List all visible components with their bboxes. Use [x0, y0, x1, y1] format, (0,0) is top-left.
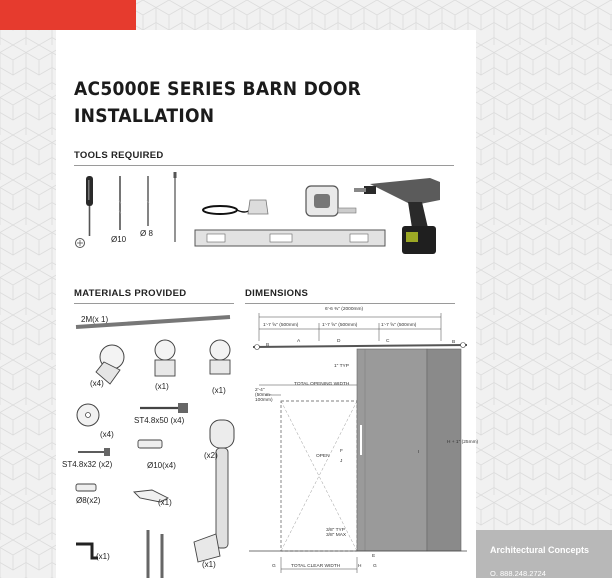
bit-icon	[174, 172, 177, 242]
height-label: H + 1" (25mm)	[447, 440, 479, 445]
label-h: H	[358, 564, 362, 569]
track-rail	[253, 343, 467, 350]
label-e: E	[372, 554, 376, 559]
hanger-qty: (x4)	[90, 379, 104, 388]
tape-measure-icon	[306, 186, 356, 216]
accent-bar	[0, 0, 136, 30]
tools-illustration	[70, 170, 460, 260]
spirit-level-icon	[195, 230, 385, 246]
total-clear-width-label: TOTAL CLEAR WIDTH	[291, 564, 341, 569]
top-gap-label: 1" TYP	[334, 364, 349, 369]
open-label: OPEN	[316, 454, 330, 459]
bracket-qty: (x1)	[202, 560, 216, 569]
side-gap-label: 2'-4" (50mm-100mm)	[255, 388, 273, 403]
drill-bit-8-icon	[147, 176, 149, 226]
door-guide-icon	[210, 420, 234, 548]
screw-large-label: ST4.8x50 (x4)	[134, 416, 185, 425]
dimensions-heading: DIMENSIONS	[245, 288, 309, 299]
barn-door-panel	[357, 349, 427, 551]
tools-divider	[74, 165, 454, 166]
door-opening-frame	[259, 385, 357, 551]
slid-door-panel	[427, 349, 461, 551]
label-j: J	[340, 459, 343, 464]
label-c: C	[386, 339, 390, 344]
label-g-left: G	[272, 564, 276, 569]
page-title	[74, 76, 371, 130]
company-phone: O. 888.248.2724	[490, 569, 546, 578]
screw-small-icon	[78, 448, 110, 456]
tools-heading: TOOLS REQUIRED	[74, 150, 164, 161]
label-b-left: B	[266, 343, 270, 348]
materials-illustration	[70, 312, 240, 578]
screw-large-icon	[140, 403, 188, 413]
drill-bit-10-label: Ø10	[111, 235, 127, 244]
bottom-bracket-icon	[194, 534, 220, 562]
screw-small-label: ST4.8x32 (x2)	[62, 460, 113, 469]
rail-label: 2M(x 1)	[81, 315, 109, 324]
bottom-gap-label: 3/8" TYP 3/8" MAX	[326, 528, 347, 538]
anchor-large-label: Ø10(x4)	[147, 461, 176, 470]
washer-qty: (x4)	[100, 430, 114, 439]
rail-icon	[76, 317, 230, 327]
hexkey-qty: (x1)	[96, 552, 110, 561]
materials-heading: MATERIALS PROVIDED	[74, 288, 187, 299]
label-i: I	[418, 450, 420, 455]
roller-icon	[155, 340, 175, 376]
dimensions-divider	[245, 303, 455, 304]
anchor-small-icon	[76, 484, 96, 491]
title-line-2: INSTALLATION	[74, 105, 215, 127]
title-line-1: AC5000E SERIES BARN DOOR	[74, 78, 362, 100]
label-f: F	[340, 449, 343, 454]
segment-1-label: 1'-7 ⅝" (500mm)	[263, 323, 299, 328]
total-opening-width-label: TOTAL OPENING WIDTH	[294, 382, 350, 387]
label-a: A	[297, 339, 301, 344]
anchor-large-icon	[138, 440, 162, 448]
roller-qty: (x1)	[155, 382, 169, 391]
washer-icon	[77, 404, 99, 426]
drill-bit-8-label: Ø 8	[140, 229, 153, 238]
floor-line	[249, 551, 467, 573]
materials-divider	[74, 303, 234, 304]
hex-key-icon	[76, 544, 98, 558]
dimensions-diagram	[245, 305, 470, 578]
anchor-small-label: Ø8(x2)	[76, 496, 101, 505]
stop-qty: (x1)	[212, 386, 226, 395]
guide-qty: (x2)	[204, 451, 218, 460]
handle-bracket-icon	[148, 530, 162, 578]
overall-dimension-label: 6'-6 ⅜" (2000mm)	[325, 307, 364, 312]
stop-icon	[210, 340, 230, 374]
company-name: Architectural Concepts	[490, 545, 590, 555]
clip-qty: (x1)	[158, 498, 172, 507]
segment-2-label: 1'-7 ⅝" (500mm)	[322, 323, 358, 328]
chalk-line-icon	[203, 200, 268, 214]
screwdriver-icon	[76, 176, 94, 248]
label-d: D	[337, 339, 341, 344]
label-g-right: G	[373, 564, 377, 569]
label-b-right: B	[452, 340, 456, 345]
segment-3-label: 1'-7 ⅝" (500mm)	[381, 323, 417, 328]
drill-bit-10-icon	[119, 176, 121, 230]
